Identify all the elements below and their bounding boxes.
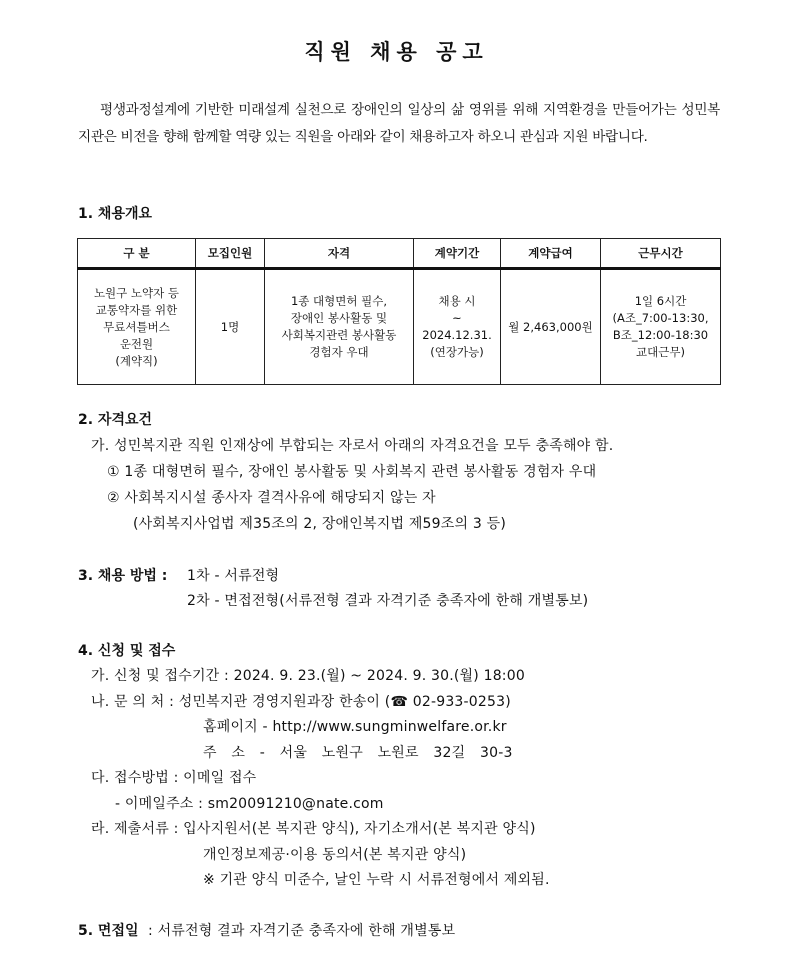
recruitment-table: [77, 238, 721, 385]
homepage-link[interactable]: 홈페이지 - http://www.sungminwelfare.or.kr: [203, 719, 507, 735]
cell-line: (연장가능): [430, 345, 484, 359]
contract-period-cell: [414, 269, 501, 385]
headcount-cell: 1명: [196, 269, 265, 385]
section-3-heading: 3. 채용 방법 :: [78, 568, 168, 584]
email-address[interactable]: - 이메일주소 : sm20091210@nate.com: [115, 796, 384, 812]
cell-line: 1일 6시간: [634, 294, 687, 308]
cell-line: 2024.12.31.: [422, 328, 492, 342]
requirement-note: (사회복지사업법 제35조의 2, 장애인복지법 제59조의 3 등): [133, 516, 506, 532]
application-period: 가. 신청 및 접수기간 : 2024. 9. 23.(월) ~ 2024. 9. 30.(월) 18:00: [91, 668, 525, 684]
position-cell: [78, 269, 196, 385]
cell-line: 노원구 노약자 등: [93, 285, 180, 300]
cell-line: 장애인 봉사활동 및: [290, 311, 388, 325]
intro-paragraph: 평생과정설계에 기반한 미래설계 실천으로 장애인의 일상의 삶 영위를 위해 지역환경을 만들어가는 성민복지관은 비전을 향해 함께할 역량 있는 직원을 아래와 같이 채용하고자 하오니 관심과 지원 바랍니다.: [78, 102, 720, 145]
cell-line: 교대근무): [636, 345, 685, 359]
page-title: 직원 채용 공고: [304, 40, 489, 64]
table-header: 계약기간: [414, 239, 501, 269]
cell-line: ~: [452, 311, 462, 325]
interview-notice: : 서류전형 결과 자격기준 충족자에 한해 개별통보: [148, 923, 456, 939]
section-5-heading: 5. 면접일: [78, 923, 139, 939]
contact-info: 나. 문 의 처 : 성민복지관 경영지원과장 한송이 (☎ 02-933-0253): [91, 694, 511, 710]
cell-line: 경험자 우대: [309, 345, 369, 359]
table-header: 구 분: [78, 239, 196, 269]
table-header: 근무시간: [601, 239, 721, 269]
requirement-main: 가. 성민복지관 직원 인재상에 부합되는 자로서 아래의 자격요건을 모두 충족해야 함.: [91, 438, 614, 454]
cell-line: 무료셔틀버스: [103, 319, 170, 334]
method-step-1: 1차 - 서류전형: [187, 568, 280, 584]
address: 주 소 - 서울 노원구 노원로 32길 30-3: [203, 745, 513, 761]
required-documents-2: 개인정보제공·이용 동의서(본 복지관 양식): [203, 847, 467, 863]
section-2-heading: 2. 자격요건: [78, 412, 153, 428]
salary-cell: 월 2,463,000원: [501, 269, 601, 385]
cell-line: (계약직): [115, 353, 158, 368]
work-hours-cell: [601, 269, 721, 385]
requirement-item-1: ① 1종 대형면허 필수, 장애인 봉사활동 및 사회복지 관련 봉사활동 경험자 우대: [107, 464, 597, 480]
documents-notice: ※ 기관 양식 미준수, 날인 누락 시 서류전형에서 제외됨.: [203, 872, 550, 888]
table-header-row: [78, 239, 721, 269]
section-4-heading: 4. 신청 및 접수: [78, 643, 176, 659]
cell-line: B조_12:00-18:30: [612, 328, 709, 342]
required-documents: 라. 제출서류 : 입사지원서(본 복지관 양식), 자기소개서(본 복지관 양식): [91, 821, 536, 837]
cell-line: 교통약자를 위한: [95, 302, 178, 317]
table-header: 모집인원: [196, 239, 265, 269]
table-header: 자격: [265, 239, 414, 269]
qualification-cell: [265, 269, 414, 385]
application-method: 다. 접수방법 : 이메일 접수: [91, 770, 257, 786]
table-header: 계약급여: [501, 239, 601, 269]
cell-line: 1종 대형면허 필수,: [290, 294, 388, 308]
table-row: [78, 269, 721, 385]
cell-line: (A조_7:00-13:30,: [612, 311, 709, 325]
cell-line: 운전원: [119, 336, 154, 351]
cell-line: 사회복지관련 봉사활동: [281, 328, 397, 342]
requirement-item-2: ② 사회복지시설 종사자 결격사유에 해당되지 않는 자: [107, 490, 436, 506]
method-step-2: 2차 - 면접전형(서류전형 결과 자격기준 충족자에 한해 개별통보): [187, 593, 589, 609]
cell-line: 채용 시: [438, 294, 476, 308]
section-1-heading: 1. 채용개요: [78, 206, 153, 222]
